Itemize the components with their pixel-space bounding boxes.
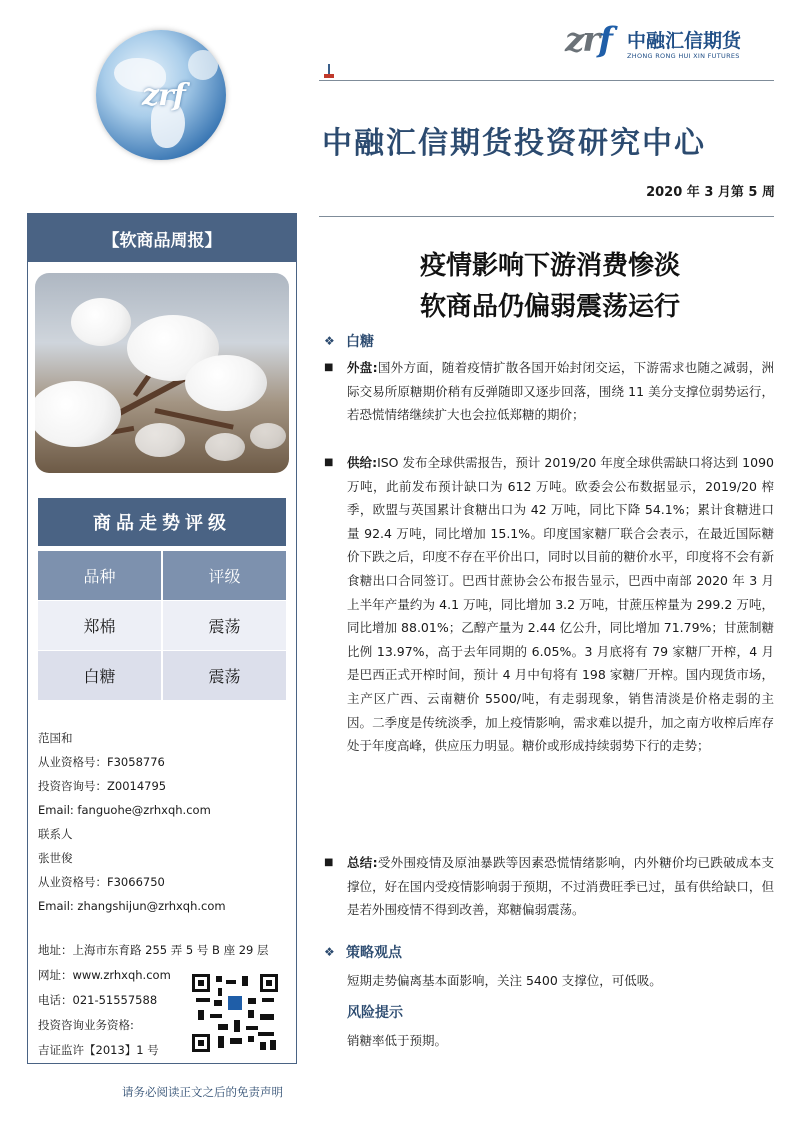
section-heading-strategy — [324, 942, 402, 962]
diamond-bullet-icon: ❖ — [324, 334, 335, 348]
diamond-bullet-icon: ❖ — [324, 945, 335, 959]
company-name-en: ZHONG RONG HUI XIN FUTURES — [627, 52, 740, 60]
section-heading-risk — [347, 1002, 403, 1022]
column-header-rating: 评级 — [163, 551, 286, 600]
section-title: 策略观点 — [346, 945, 402, 961]
strategy-text: 短期走势偏离基本面影响，关注 5400 支撑位，可低吸。 — [347, 973, 662, 988]
address-line: 地址：上海市东育路 255 弄 5 号 B 座 29 层 — [38, 943, 269, 957]
rating-table — [38, 551, 286, 701]
paragraph-label: 外盘: — [347, 360, 378, 375]
company-logo — [565, 18, 775, 68]
contact-line: 从业资格号：F3058776 — [38, 755, 165, 769]
globe-logo-text: zrf — [142, 78, 185, 113]
website-link[interactable]: 网址：www.zrhxqh.com — [38, 968, 171, 982]
header-divider — [319, 80, 774, 81]
contact-line: 范国和 — [38, 731, 73, 745]
rating-cell: 震荡 — [163, 651, 286, 700]
paragraph-text: ISO 发布全球供需报告，预计 2019/20 年度全球供需缺口将达到 1090 万吨，此前发布预计缺口为 612 万吨。欧委会公布数据显示，2019/20 榨季，欧盟与英国累计食糖出口为 42 万吨，同比下降 54.1%；累计食糖进口量 92.4 万吨，同比增加 15.1%。印度国家糖厂联合会表示，在最近国际糖价下跌之后，印度不存在平价出口，同时以目前的糖价水平，印度将不会有新食糖出口合同签订。巴西甘蔗协会公布报告显示，巴西中南部 2020 年 3 月上半年产量约为 4.1 万吨，同比增加 3.2 万吨，甘蔗压榨量为 299.2 万吨，同比增加 88.01%；乙醇产量为 2.44 亿公升，同比增加 71.79%；甘蔗制糖比例 13.97%，高于去年同期的 6.05%。3 月底将有 79 家糖厂开榨，4 月是巴西正式开榨时间，预计 4 月中旬将有 198 家糖厂开榨。国内现货市场，主产区广西、云南糖价 5500/吨，有走弱现象，销售清淡是价格走弱的主因。二季度是传统淡季，加上疫情影响，需求难以提升，加之南方收榨后库存处于年度高峰，供应压力明显。糖价或形成持续弱势下行的走势； — [347, 455, 774, 754]
section-title: 风险提示 — [347, 1005, 403, 1021]
section-title: 白糖 — [346, 334, 374, 350]
paragraph-label: 供给: — [347, 455, 378, 470]
section-heading-sugar — [324, 331, 374, 351]
sidebar — [27, 213, 297, 1064]
report-week: 2020 年 3 月第 5 周 — [646, 185, 775, 200]
research-center-title: 中融汇信期货投资研究中心 — [322, 126, 706, 161]
report-type-tag: 【软商品周报】 — [28, 214, 296, 262]
contact-line: 从业资格号：F3066750 — [38, 875, 165, 889]
contact-email[interactable]: Email: fanguohe@zrhxqh.com — [38, 803, 211, 817]
paragraph-supply — [324, 451, 774, 758]
contact-line: 张世俊 — [38, 851, 73, 865]
rating-table-header — [38, 551, 286, 600]
table-row — [38, 651, 286, 700]
square-bullet-icon: ■ — [324, 457, 334, 468]
license-label: 投资咨询业务资格: — [38, 1018, 134, 1032]
risk-text: 销糖率低于预期。 — [347, 1033, 448, 1048]
contact-email[interactable]: Email: zhangshijun@zrhxqh.com — [38, 899, 226, 913]
rating-title: 商品走势评级 — [38, 498, 286, 546]
table-row — [38, 601, 286, 650]
analyst-contact — [38, 726, 226, 918]
contact-line: 投资咨询号：Z0014795 — [38, 779, 167, 793]
globe-logo — [96, 30, 226, 160]
square-bullet-icon: ■ — [324, 857, 334, 868]
license-number: 吉证监许【2013】1 号 — [38, 1043, 159, 1057]
paragraph-label: 总结: — [347, 855, 378, 870]
company-logo-mark: zrf — [565, 20, 611, 60]
contact-line: 联系人 — [38, 827, 73, 841]
company-name-cn: 中融汇信期货 — [627, 30, 742, 52]
paragraph-text: 国外方面，随着疫情扩散各国开始封闭交运，下游需求也随之减弱，洲际交易所原糖期价稍有反弹随即又逐步回落，围绕 11 美分支撑位弱势运行，若恐慌情绪继续扩大也会拉低郑糖的期价； — [347, 360, 774, 423]
header-divider — [319, 216, 774, 217]
disclaimer-notice: 请务必阅读正文之后的免责声明 — [122, 1085, 283, 1099]
paragraph-overseas — [324, 356, 774, 427]
variety-cell: 白糖 — [38, 651, 161, 700]
phone-line: 电话：021-51557588 — [38, 993, 158, 1007]
globe-landmass — [188, 50, 218, 80]
cotton-photo — [35, 273, 289, 473]
column-header-variety: 品种 — [38, 551, 161, 600]
paragraph-summary — [324, 851, 774, 922]
report-title-line-1: 疫情影响下游消费惨淡 — [419, 251, 680, 281]
qr-code-icon — [192, 974, 278, 1052]
rating-cell: 震荡 — [163, 601, 286, 650]
report-title-line-2: 软商品仍偏弱震荡运行 — [419, 292, 680, 322]
paragraph-text: 受外围疫情及原油暴跌等因素恐慌情绪影响，内外糖价均已跌破成本支撑位，好在国内受疫情影响弱于预期，不过消费旺季已过，虽有供给缺口，但是若外围疫情不得到改善，郑糖偏弱震荡。 — [347, 855, 774, 918]
variety-cell: 郑棉 — [38, 601, 161, 650]
square-bullet-icon: ■ — [324, 362, 334, 373]
